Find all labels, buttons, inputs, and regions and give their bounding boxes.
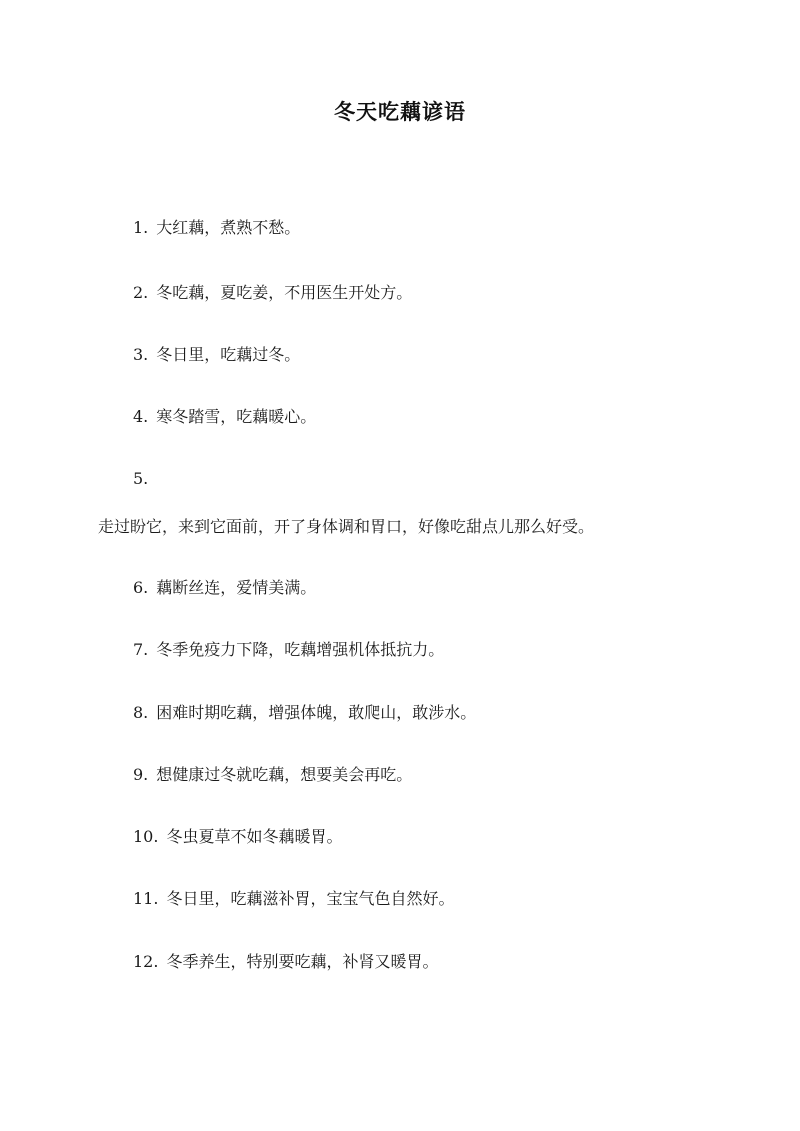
item-text: 困难时期吃藕，增强体魄，敢爬山，敢涉水。 [156,703,477,722]
item-number: 9. [133,765,149,784]
list-item [133,887,454,911]
list-item [133,216,300,240]
item-text: 走过盼它，来到它面前，开了身体调和胃口，好像吃甜点儿那么好受。 [98,517,595,536]
item-text: 冬日里，吃藕过冬。 [156,345,301,364]
list-item [133,950,438,974]
item-text: 想健康过冬就吃藕，想要美会再吃。 [156,765,413,784]
list-item-text-wrapped [98,515,594,539]
item-text: 藕断丝连，爱情美满。 [156,578,317,597]
item-text: 冬吃藕，夏吃姜，不用医生开处方。 [156,283,413,302]
list-item [133,281,412,305]
list-item [133,825,342,849]
item-text: 冬虫夏草不如冬藕暖胃。 [166,827,343,846]
item-number: 8. [133,703,149,722]
item-text: 冬日里，吃藕滋补胃，宝宝气色自然好。 [166,889,455,908]
item-number: 2. [133,283,149,302]
item-number: 5. [133,469,149,488]
item-number: 7. [133,640,149,659]
page-title: 冬天吃藕谚语 [334,99,466,124]
item-text: 寒冬踏雪，吃藕暖心。 [156,407,317,426]
item-number: 12. [133,952,159,971]
item-text: 大红藕，煮熟不愁。 [156,218,301,237]
item-text: 冬季养生，特别要吃藕，补肾又暖胃。 [166,952,439,971]
list-item [133,763,412,787]
item-number: 1. [133,218,149,237]
item-number: 3. [133,345,149,364]
item-number: 6. [133,578,149,597]
list-item [133,405,316,429]
item-number: 10. [133,827,159,846]
list-item [133,576,316,600]
list-item [133,343,300,367]
list-item [133,701,476,725]
item-number: 11. [133,889,159,908]
list-item-number-only [133,467,148,491]
item-text: 冬季免疫力下降，吃藕增强机体抵抗力。 [156,640,445,659]
item-number: 4. [133,407,149,426]
list-item [133,638,444,662]
